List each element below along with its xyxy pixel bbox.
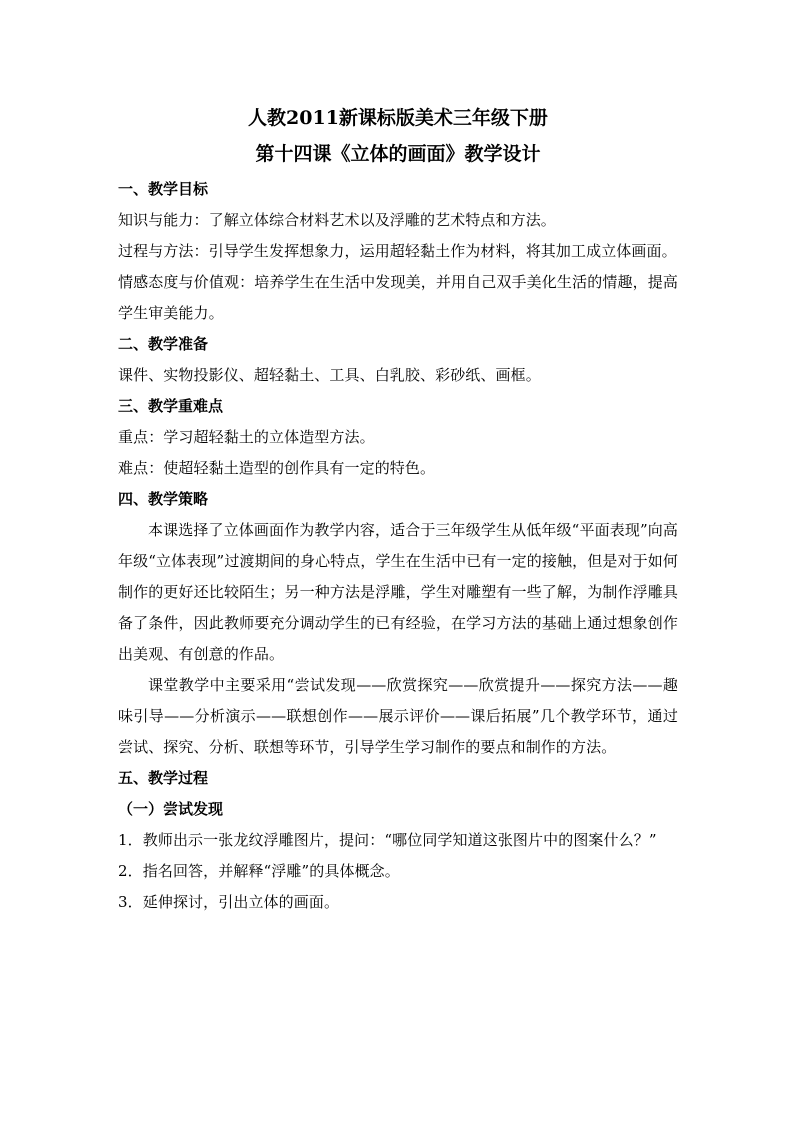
section-heading-key-points: 三、教学重难点 xyxy=(118,397,224,415)
paragraph-difficulty: 难点：使超轻黏土造型的创作具有一定的特色。 xyxy=(118,459,436,477)
paragraph-materials: 课件、实物投影仪、超轻黏土、工具、白乳胶、彩砂纸、画框。 xyxy=(118,366,541,384)
paragraph-attitude: 情感态度与价值观：培养学生在生活中发现美，并用自己双手美化生活的情趣，提高学生审美能力。 xyxy=(118,273,678,322)
paragraph-strategy-2: 课堂教学中主要采用“尝试发现——欣赏探究——欣赏提升——探究方法——趣味引导——分析演示——联想创作——展示评价——课后拓展”几个教学环节，通过尝试、探究、分析、联想等环节，引导学生学习制作的要点和制作的方法。 xyxy=(118,676,678,756)
paragraph-knowledge: 知识与能力：了解立体综合材料艺术以及浮雕的艺术特点和方法。 xyxy=(118,211,556,229)
list-item: 2．指名回答，并解释“浮雕”的具体概念。 xyxy=(118,862,400,880)
list-item: 1．教师出示一张龙纹浮雕图片，提问：“哪位同学知道这张图片中的图案什么？” xyxy=(118,831,657,849)
section-heading-process: 五、教学过程 xyxy=(118,769,209,787)
paragraph-process: 过程与方法：引导学生发挥想象力，运用超轻黏土作为材料，将其加工成立体画面。 xyxy=(118,242,677,260)
paragraph-key-point: 重点：学习超轻黏土的立体造型方法。 xyxy=(118,428,375,446)
subheading-try-discover: （一）尝试发现 xyxy=(118,800,224,818)
section-heading-strategy: 四、教学策略 xyxy=(118,490,209,508)
section-heading-preparation: 二、教学准备 xyxy=(118,335,209,353)
paragraph-strategy-1: 本课选择了立体画面作为教学内容，适合于三年级学生从低年级“平面表现”向高年级“立体表现”过渡期间的身心特点，学生在生活中已有一定的接触，但是对于如何制作的更好还比较陌生；另一种方法是浮雕，学生对雕塑有一些了解，为制作浮雕具备了条件，因此教师要充分调动学生的已有经验，在学习方法的基础上通过想象创作出美观、有创意的作品。 xyxy=(118,521,678,663)
document-subtitle: 第十四课《立体的画面》教学设计 xyxy=(255,143,541,165)
list-item: 3．延伸探讨，引出立体的画面。 xyxy=(118,893,340,911)
document-title: 人教2011新课标版美术三年级下册 xyxy=(248,107,548,129)
document-page xyxy=(118,100,678,918)
section-heading-objectives: 一、教学目标 xyxy=(118,180,209,198)
